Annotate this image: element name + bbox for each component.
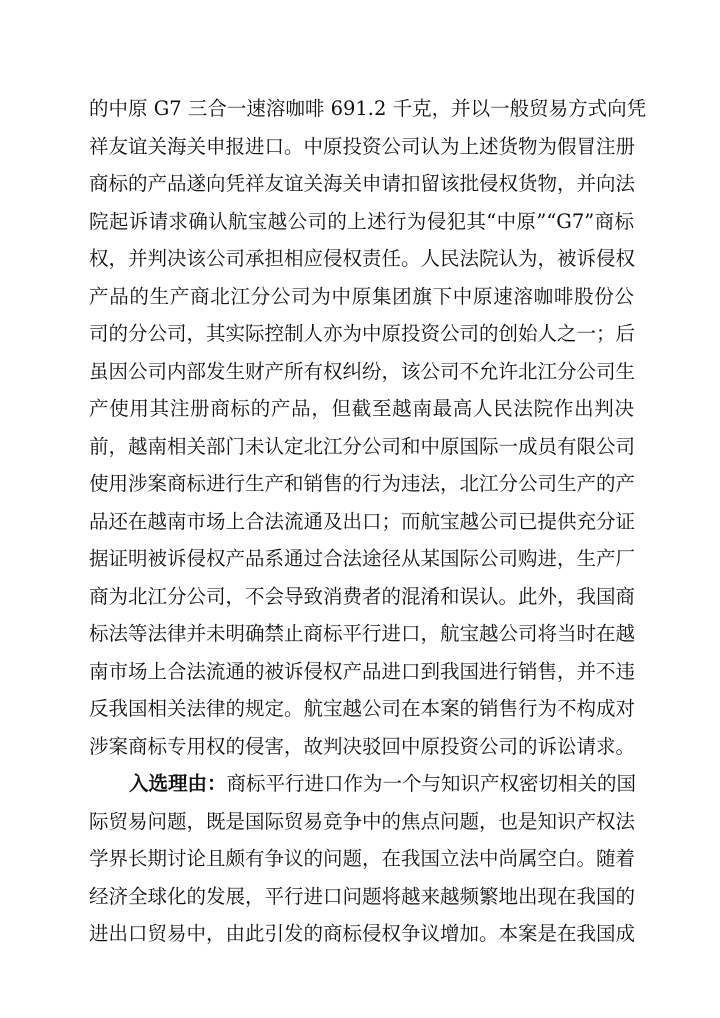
text-line: 产使用其注册商标的产品，但截至越南最高人民法院作出判决 bbox=[89, 397, 634, 420]
text-line: 使用涉案商标进行生产和销售的行为违法，北江分公司生产的产 bbox=[89, 472, 636, 495]
text-line: 经济全球化的发展，平行进口问题将越来越频繁地出现在我国的 bbox=[89, 884, 636, 908]
text-line: 商标的产品遂向凭祥友谊关海关申请扣留该批侵权货物，并向法 bbox=[89, 172, 636, 195]
text-line: 虽因公司内部发生财产所有权纠纷，该公司不允许北江分公司生 bbox=[89, 359, 636, 383]
text-line: 前，越南相关部门未认定北江分公司和中原国际一成员有限公司 bbox=[89, 434, 636, 458]
text-line: 学界长期讨论且颇有争议的问题，在我国立法中尚属空白。随着 bbox=[89, 847, 636, 870]
text-line: 权，并判决该公司承担相应侵权责任。人民法院认为，被诉侵权 bbox=[89, 247, 636, 270]
reason-first-line-text: 商标平行进口作为一个与知识产权密切相关的国 bbox=[226, 772, 637, 795]
reason-label: 入选理由： bbox=[129, 772, 227, 795]
text-line: 反我国相关法律的规定。航宝越公司在本案的销售行为不构成对 bbox=[89, 697, 636, 720]
text-line: 标法等法律并未明确禁止商标平行进口，航宝越公司将当时在越 bbox=[89, 622, 636, 645]
text-line: 的中原 G7 三合一速溶咖啡 691.2 千克，并以一般贸易方式向凭 bbox=[89, 97, 647, 120]
paragraph-selection-reason bbox=[89, 765, 637, 953]
text-line: 际贸易问题，既是国际贸易竞争中的焦点问题，也是知识产权法 bbox=[89, 809, 636, 833]
text-line: 司的分公司，其实际控制人亦为中原投资公司的创始人之一；后 bbox=[89, 322, 636, 345]
text-line-first bbox=[89, 765, 637, 803]
text-line: 产品的生产商北江分公司为中原集团旗下中原速溶咖啡股份公 bbox=[89, 284, 634, 308]
text-line: 商为北江分公司，不会导致消费者的混淆和误认。此外，我国商 bbox=[89, 584, 636, 608]
text-line: 据证明被诉侵权产品系通过合法途径从某国际公司购进，生产厂 bbox=[89, 547, 636, 570]
text-line: 进出口贸易中，由此引发的商标侵权争议增加。本案是在我国成 bbox=[89, 922, 636, 945]
text-line: 南市场上合法流通的被诉侵权产品进口到我国进行销售，并不违 bbox=[89, 659, 636, 683]
paragraph-case-facts bbox=[89, 90, 647, 765]
text-line: 院起诉请求确认航宝越公司的上述行为侵犯其“中原”“G7”商标 bbox=[89, 209, 634, 233]
text-line: 祥友谊关海关申报进口。中原投资公司认为上述货物为假冒注册 bbox=[89, 134, 636, 158]
text-line: 涉案商标专用权的侵害，故判决驳回中原投资公司的诉讼请求。 bbox=[89, 734, 636, 758]
text-line: 品还在越南市场上合法流通及出口；而航宝越公司已提供充分证 bbox=[89, 509, 636, 533]
